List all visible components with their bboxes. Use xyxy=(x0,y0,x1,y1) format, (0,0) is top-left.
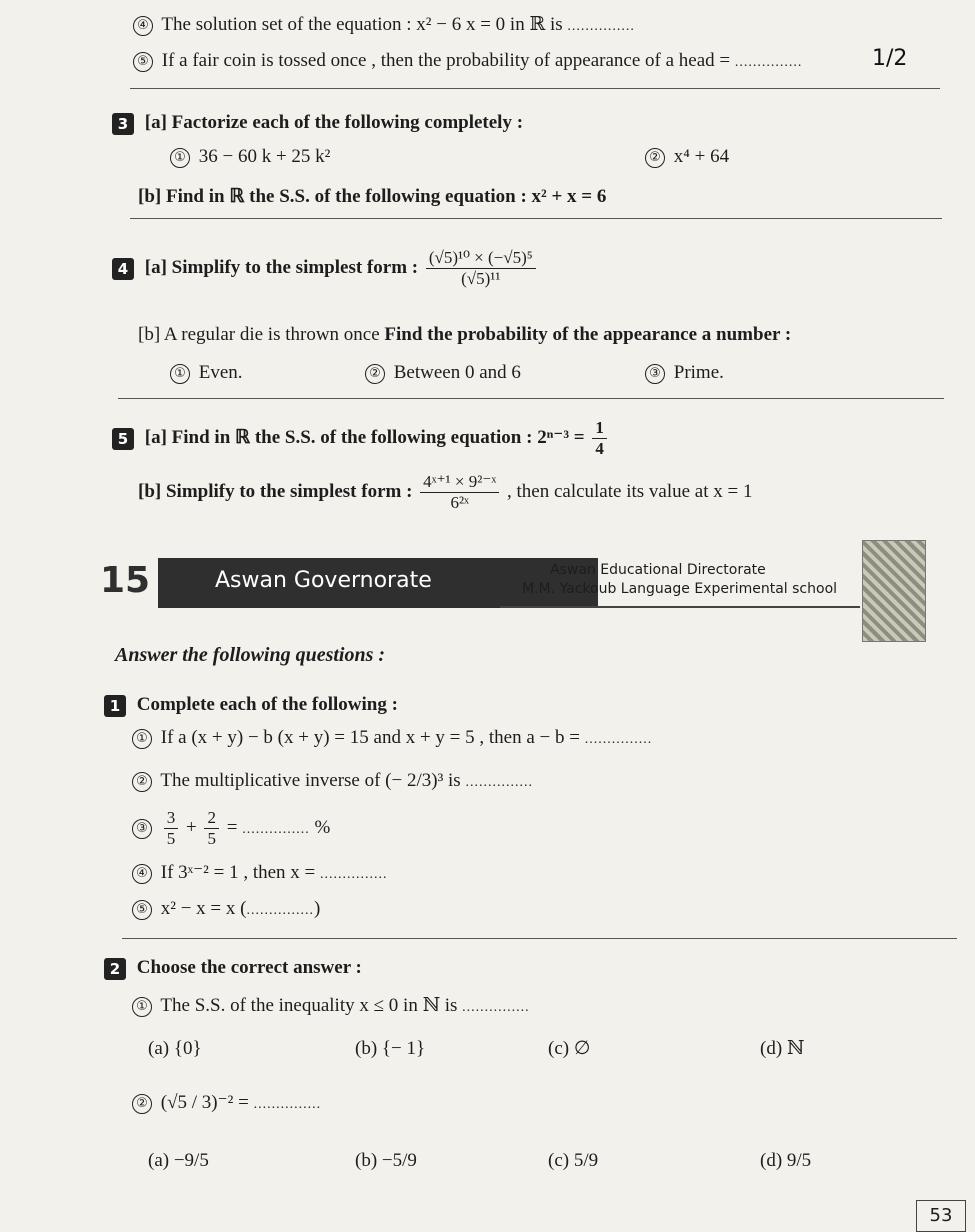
answer-blank: ............... xyxy=(465,775,533,790)
q1-title-text: Complete each of the following : xyxy=(136,694,398,715)
answer-blank: ............... xyxy=(253,1097,322,1112)
section-3-a1-expr: 36 − 60 k + 25 k² xyxy=(198,146,331,167)
circled-number: ② xyxy=(132,1094,152,1114)
circled-number: ② xyxy=(132,772,152,792)
equals-sign: = xyxy=(226,816,238,838)
exam-number: 15 xyxy=(100,560,151,601)
q1-item-4 xyxy=(132,860,388,888)
answer-blank: ............... xyxy=(462,1000,530,1015)
q1-item-1 xyxy=(132,725,652,753)
q2-item-2-text: (√5 / 3)⁻² = xyxy=(160,1092,249,1113)
handwritten-answer: 1/2 xyxy=(872,46,908,71)
answer-blank: ............... xyxy=(567,19,635,34)
section-4-b2-text: Between 0 and 6 xyxy=(393,362,521,383)
section-4-a-fraction xyxy=(426,248,536,289)
section-5-a xyxy=(112,418,610,459)
percent-sign: % xyxy=(314,816,331,838)
fraction xyxy=(164,808,179,849)
q2-item-2-option-c: (c) 5/9 xyxy=(548,1150,599,1171)
circled-number: ④ xyxy=(132,864,152,884)
fraction-numerator: 4ˣ⁺¹ × 9²⁻ˣ xyxy=(420,472,499,493)
section-3-a-title xyxy=(112,110,523,136)
fraction xyxy=(204,808,219,849)
divider xyxy=(130,218,942,219)
section-4-a xyxy=(112,248,539,289)
q1-item-2-text: The multiplicative inverse of (− 2/3)³ is xyxy=(160,770,461,791)
q2-item-2 xyxy=(132,1090,321,1118)
plus-sign: + xyxy=(186,816,197,838)
banner-underline xyxy=(500,606,860,608)
section-4-b1-text: Even. xyxy=(198,362,243,383)
answer-blank: ............... xyxy=(734,55,803,70)
q2-item-1-option-a: (a) {0} xyxy=(148,1038,202,1059)
q2-title xyxy=(104,955,362,981)
answer-blank: ............... xyxy=(584,732,653,747)
top-q4 xyxy=(133,12,635,40)
question-number-badge: 1 xyxy=(104,695,126,717)
section-4-b2 xyxy=(365,360,521,386)
circled-number: ① xyxy=(170,364,190,384)
section-4-b3-text: Prime. xyxy=(673,362,724,383)
divider xyxy=(130,88,940,89)
question-number-badge: 3 xyxy=(112,113,134,135)
circled-number: ③ xyxy=(132,819,152,839)
answer-blank: ............... xyxy=(242,821,310,837)
divider xyxy=(118,398,944,399)
circled-number: ② xyxy=(645,148,665,168)
top-q5-text: If a fair coin is tossed once , then the probability of appearance of a head = xyxy=(161,50,731,71)
directorate-name: Aswan Educational Directorate xyxy=(550,562,766,578)
circled-number: ③ xyxy=(645,364,665,384)
q2-item-1-option-c: (c) ∅ xyxy=(548,1038,591,1059)
section-5-a-fraction xyxy=(592,418,607,459)
q1-item-5-close: ) xyxy=(313,898,321,919)
section-3-b: [b] Find in ℝ the S.S. of the following equation : x² + x = 6 xyxy=(138,186,607,207)
fraction-numerator: (√5)¹⁰ × (−√5)⁵ xyxy=(426,248,536,269)
fraction-numerator: 3 xyxy=(164,808,179,829)
q1-item-2 xyxy=(132,768,533,796)
circled-number: ⑤ xyxy=(133,52,153,72)
exam-instruction: Answer the following questions : xyxy=(115,644,386,666)
governorate-title: Aswan Governorate xyxy=(215,568,432,593)
question-number-badge: 2 xyxy=(104,958,126,980)
q2-title-text: Choose the correct answer : xyxy=(136,957,362,978)
section-4-b-text-bold: Find the probability of the appearance a number : xyxy=(384,324,792,345)
section-4-b3 xyxy=(645,360,724,386)
section-4-a-text: [a] Simplify to the simplest form : xyxy=(144,256,419,278)
section-4-b-title xyxy=(138,322,791,348)
q1-item-5-text: x² − x = x ( xyxy=(160,898,247,919)
section-3-a-text: [a] Factorize each of the following completely : xyxy=(144,112,524,133)
q2-item-1-option-d: (d) ℕ xyxy=(760,1038,805,1059)
question-number-badge: 4 xyxy=(112,258,134,280)
q2-item-2-option-d: (d) 9/5 xyxy=(760,1150,812,1171)
q1-title xyxy=(104,692,398,718)
divider xyxy=(122,938,957,939)
q2-item-2-option-a: (a) −9/5 xyxy=(148,1150,209,1171)
school-name: M.M. Yackoub Language Experimental school xyxy=(522,581,838,597)
circled-number: ① xyxy=(132,997,152,1017)
fraction-numerator: 2 xyxy=(204,808,219,829)
section-5-b-text: [b] Simplify to the simplest form : xyxy=(138,480,413,502)
circled-number: ④ xyxy=(133,16,153,36)
q2-item-1-text: The S.S. of the inequality x ≤ 0 in ℕ is xyxy=(160,995,458,1016)
q2-item-1-option-b: (b) {− 1} xyxy=(355,1038,426,1059)
circled-number: ② xyxy=(365,364,385,384)
q1-item-1-text: If a (x + y) − b (x + y) = 15 and x + y = 5 , then a − b = xyxy=(160,727,580,748)
fraction-denominator: 4 xyxy=(595,439,604,458)
q2-item-2-option-b: (b) −5/9 xyxy=(355,1150,417,1171)
section-5-b-tail: , then calculate its value at x = 1 xyxy=(506,480,753,502)
answer-blank: ............... xyxy=(320,867,388,882)
section-3-a1 xyxy=(170,144,330,170)
circled-number: ① xyxy=(132,729,152,749)
fraction-denominator: 6²ˣ xyxy=(450,493,469,512)
fraction-denominator: 5 xyxy=(207,829,216,848)
section-5-a-text: [a] Find in ℝ the S.S. of the following equation : 2ⁿ⁻³ = xyxy=(144,426,585,448)
answer-blank: ............... xyxy=(246,903,314,918)
circled-number: ① xyxy=(170,148,190,168)
q1-item-5 xyxy=(132,896,320,924)
section-4-b-text: [b] A regular die is thrown once xyxy=(138,324,385,345)
question-number-badge: 5 xyxy=(112,428,134,450)
top-q4-text: The solution set of the equation : x² − 6 x = 0 in ℝ is xyxy=(161,14,563,35)
q2-item-1 xyxy=(132,993,530,1021)
fraction-denominator: 5 xyxy=(166,829,176,848)
fraction-denominator: (√5)¹¹ xyxy=(461,269,501,288)
section-5-b-fraction xyxy=(420,472,499,513)
page-number: 53 xyxy=(916,1200,966,1232)
top-q5 xyxy=(133,48,802,76)
q1-item-3 xyxy=(132,808,330,849)
section-3-a2 xyxy=(645,144,729,170)
section-4-b1 xyxy=(170,360,243,386)
school-emblem-image xyxy=(862,540,926,642)
fraction-numerator: 1 xyxy=(592,418,607,439)
q1-item-4-text: If 3ˣ⁻² = 1 , then x = xyxy=(160,862,316,883)
section-3-a2-expr: x⁴ + 64 xyxy=(673,146,730,167)
section-5-b xyxy=(138,472,752,513)
circled-number: ⑤ xyxy=(132,900,152,920)
exam-header-banner xyxy=(100,548,860,610)
